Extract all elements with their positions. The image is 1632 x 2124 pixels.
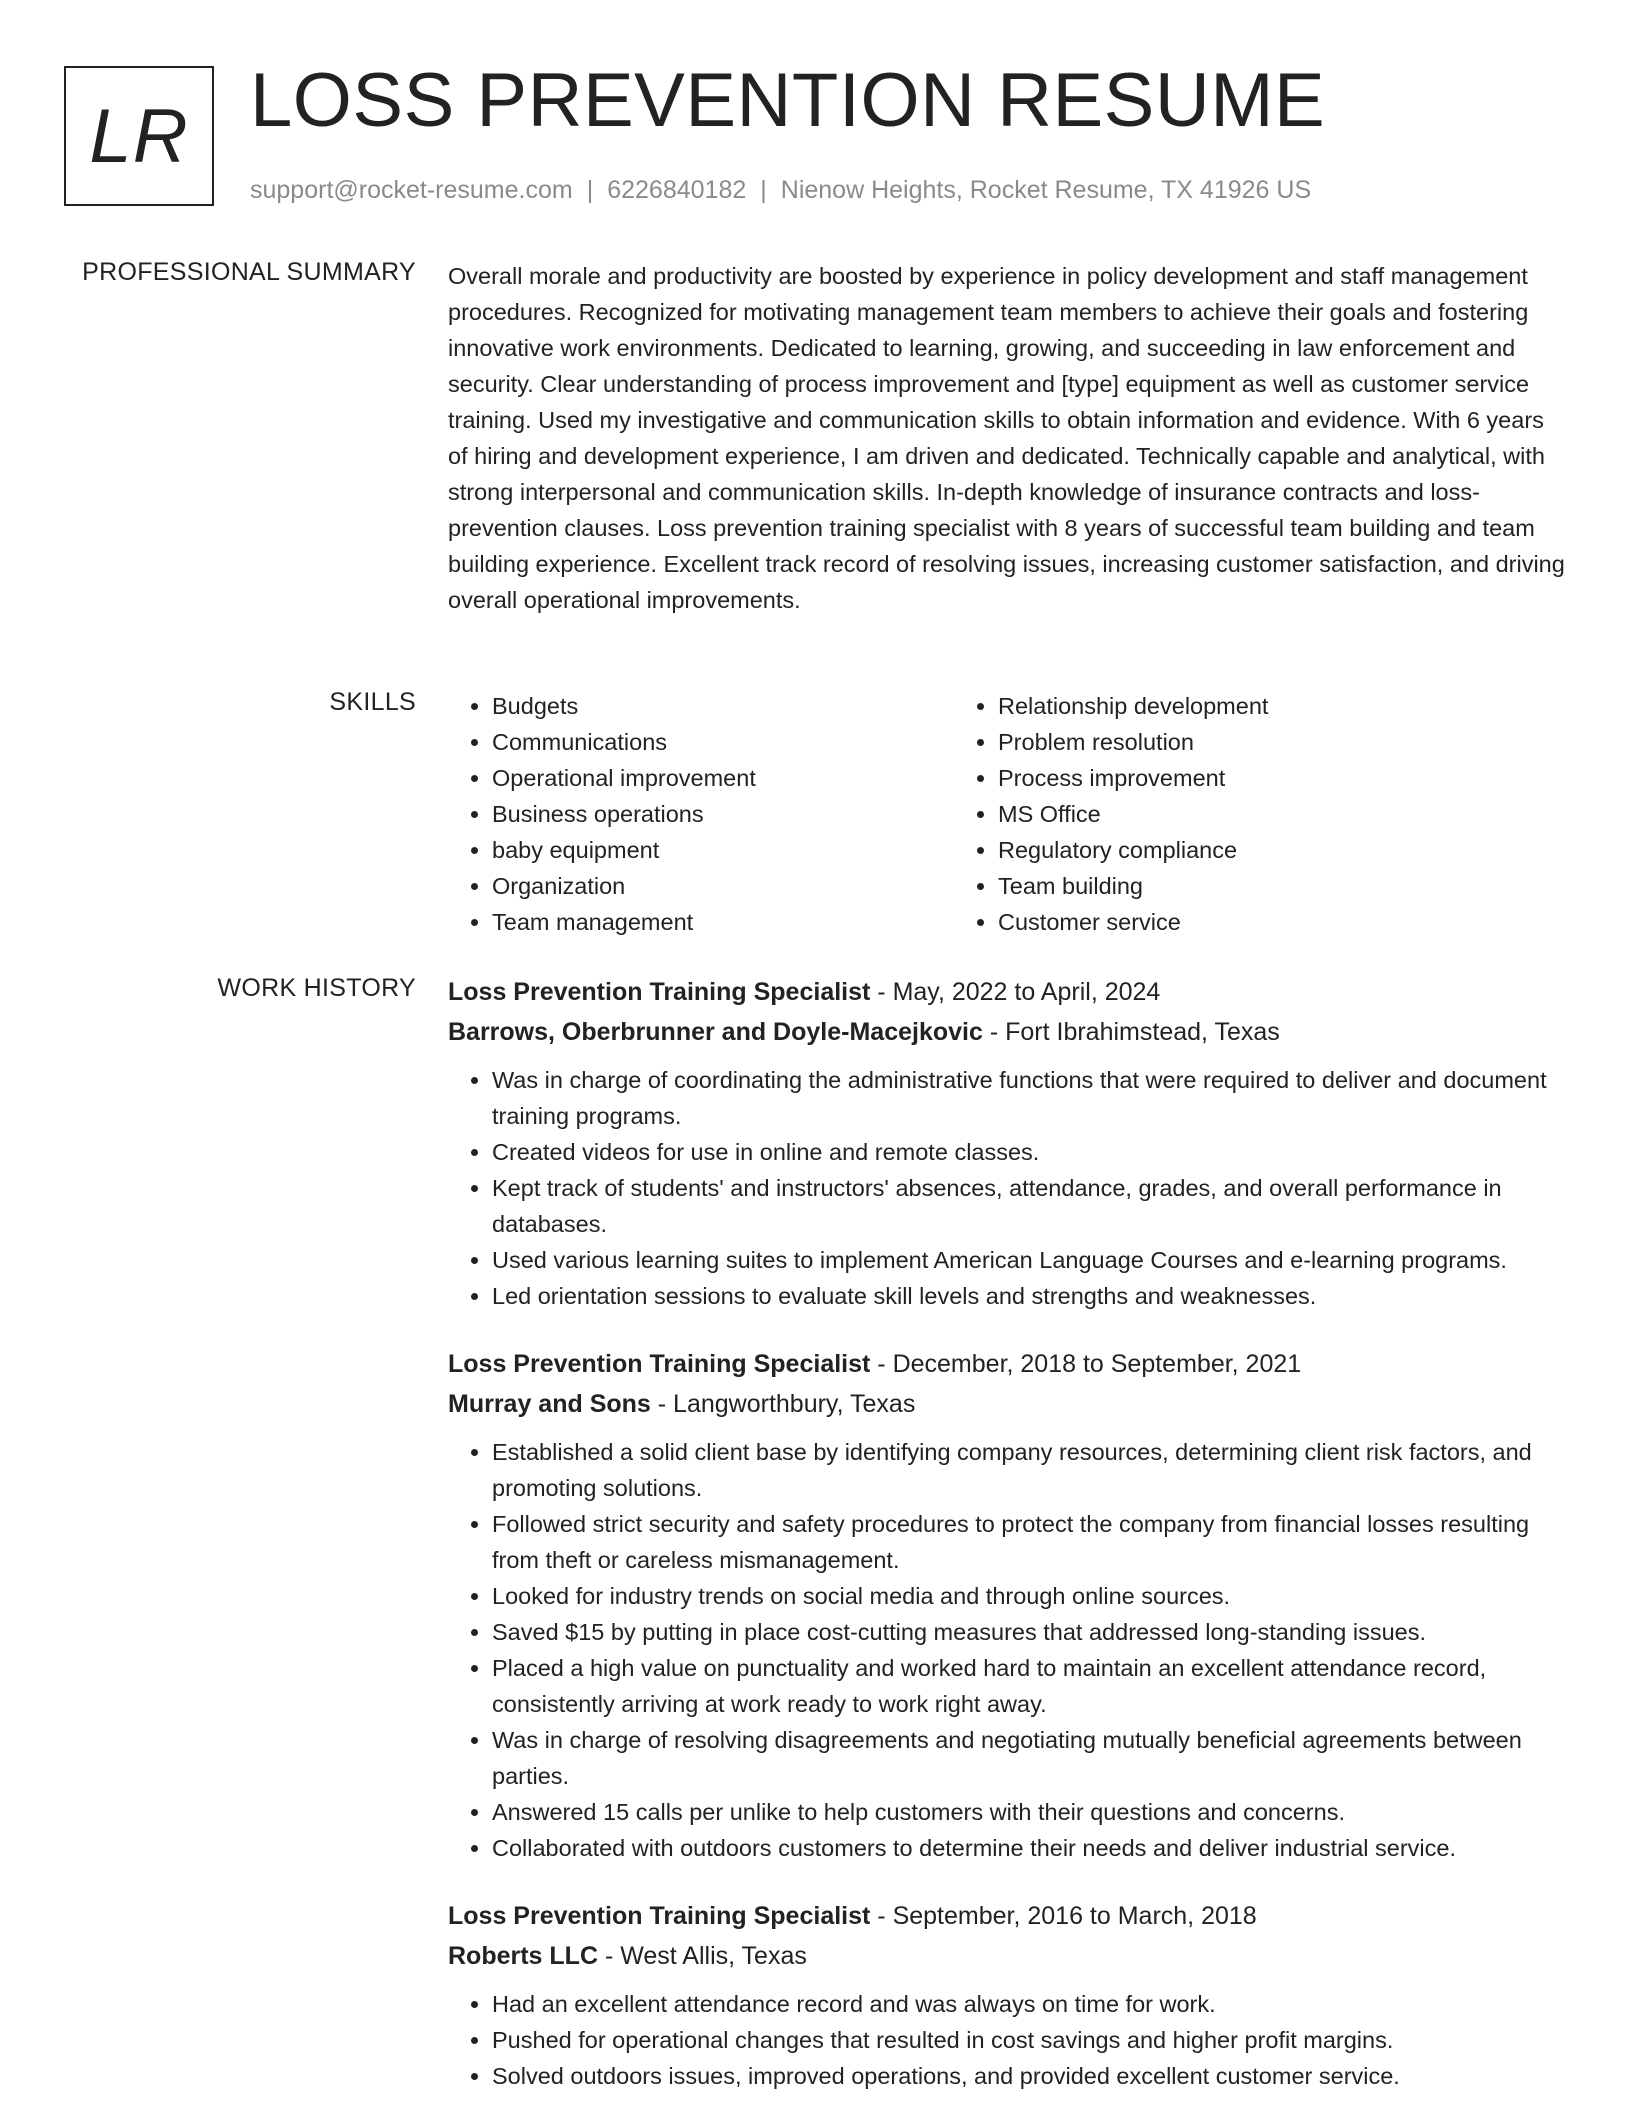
job-bullet: • Established a solid client base by identifying company resources, determining client risk factors, and promoting solutions. (492, 1434, 1566, 1506)
job-location: - Langworthbury, Texas (657, 1390, 916, 1418)
job-title: Loss Prevention Training Specialist (448, 1350, 871, 1378)
skills-list-right (954, 688, 1460, 940)
job-location: - West Allis, Texas (604, 1942, 807, 1970)
skills-label: SKILLS (329, 688, 416, 716)
job-company-line (448, 1012, 1566, 1052)
contact-address: Nienow Heights, Rocket Resume, TX 41926 US (780, 176, 1312, 204)
monogram-text: LR (89, 93, 189, 179)
work-history-label: WORK HISTORY (217, 974, 416, 1002)
skill-item: • Communications (492, 724, 954, 760)
job-dates: - May, 2022 to April, 2024 (877, 978, 1161, 1006)
job-bullet: • Led orientation sessions to evaluate skill levels and strengths and weaknesses. (492, 1278, 1566, 1314)
skill-item: • Process improvement (998, 760, 1460, 796)
skill-item: • Relationship development (998, 688, 1460, 724)
skill-item: • Operational improvement (492, 760, 954, 796)
skill-item: • Budgets (492, 688, 954, 724)
summary-label: PROFESSIONAL SUMMARY (82, 258, 416, 286)
job-bullet: • Used various learning suites to implement American Language Courses and e-learning programs. (492, 1242, 1566, 1278)
contact-line (250, 175, 1311, 205)
skill-item: • Team management (492, 904, 954, 940)
job-company: Roberts LLC (448, 1942, 598, 1970)
skill-item: • Regulatory compliance (998, 832, 1460, 868)
skill-item: • Organization (492, 868, 954, 904)
job-title-line (448, 972, 1566, 1012)
contact-separator: | (760, 176, 767, 204)
job-title-line (448, 1344, 1566, 1384)
job-company: Barrows, Oberbrunner and Doyle-Macejkovic (448, 1018, 983, 1046)
job-bullet-list (448, 1986, 1566, 2094)
job-bullet: • Kept track of students' and instructors' absences, attendance, grades, and overall performance in databases. (492, 1170, 1566, 1242)
job-bullet: • Followed strict security and safety procedures to protect the company from financial losses resulting from theft or careless mismanagement. (492, 1506, 1566, 1578)
job-location: - Fort Ibrahimstead, Texas (989, 1018, 1280, 1046)
skills-section (448, 688, 1566, 940)
skills-list-left (448, 688, 954, 940)
skill-item: • Customer service (998, 904, 1460, 940)
job-title: Loss Prevention Training Specialist (448, 978, 871, 1006)
job-entry (448, 972, 1566, 1314)
job-bullet: • Solved outdoors issues, improved operations, and provided excellent customer service. (492, 2058, 1566, 2094)
contact-separator: | (586, 176, 594, 204)
job-bullet: • Placed a high value on punctuality and worked hard to maintain an excellent attendance record, consistently arriving at work ready to work right away. (492, 1650, 1566, 1722)
job-entry (448, 1896, 1566, 2094)
job-bullet: • Pushed for operational changes that resulted in cost savings and higher profit margins. (492, 2022, 1566, 2058)
job-company: Murray and Sons (448, 1390, 651, 1418)
job-entry (448, 1344, 1566, 1866)
job-dates: - September, 2016 to March, 2018 (877, 1902, 1257, 1930)
skill-item: • baby equipment (492, 832, 954, 868)
skill-item: • Team building (998, 868, 1460, 904)
job-bullet: • Saved $15 by putting in place cost-cutting measures that addressed long-standing issues. (492, 1614, 1566, 1650)
work-history-section (448, 972, 1566, 2124)
skill-item: • Business operations (492, 796, 954, 832)
summary-section (448, 258, 1566, 618)
job-company-line (448, 1936, 1566, 1976)
job-bullet-list (448, 1434, 1566, 1866)
job-company-line (448, 1384, 1566, 1424)
summary-text: Overall morale and productivity are boosted by experience in policy development and staff management procedures. Recognized for motivating management team members to achieve their goals and fostering innovative work environments. Dedicated to learning, growing, and succeeding in law enforcement and security. Clear understanding of process improvement and [type] equipment as well as customer service training. Used my investigative and communication skills to obtain information and evidence. With 6 years of hiring and development experience, I am driven and dedicated. Technically capable and analytical, with strong interpersonal and communication skills. In-depth knowledge of insurance contracts and loss-prevention clauses. Loss prevention training specialist with 8 years of successful team building and team building experience. Excellent track record of resolving issues, increasing customer satisfaction, and driving overall operational improvements. (448, 263, 1565, 613)
job-bullet: • Answered 15 calls per unlike to help customers with their questions and concerns. (492, 1794, 1566, 1830)
skill-item: • MS Office (998, 796, 1460, 832)
monogram-logo (64, 66, 214, 206)
job-title-line (448, 1896, 1566, 1936)
job-bullet: • Looked for industry trends on social media and through online sources. (492, 1578, 1566, 1614)
job-bullet: • Was in charge of resolving disagreements and negotiating mutually beneficial agreements between parties. (492, 1722, 1566, 1794)
contact-phone: 6226840182 (607, 176, 747, 204)
skill-item: • Problem resolution (998, 724, 1460, 760)
contact-email: support@rocket-resume.com (250, 176, 573, 204)
job-bullet: • Created videos for use in online and remote classes. (492, 1134, 1566, 1170)
resume-title: LOSS PREVENTION RESUME (250, 58, 1326, 143)
job-bullet-list (448, 1062, 1566, 1314)
job-bullet: • Collaborated with outdoors customers to determine their needs and deliver industrial service. (492, 1830, 1566, 1866)
job-bullet: • Was in charge of coordinating the administrative functions that were required to deliver and document training programs. (492, 1062, 1566, 1134)
job-title: Loss Prevention Training Specialist (448, 1902, 871, 1930)
job-dates: - December, 2018 to September, 2021 (877, 1350, 1302, 1378)
job-bullet: • Had an excellent attendance record and was always on time for work. (492, 1986, 1566, 2022)
skills-columns (448, 688, 1566, 940)
